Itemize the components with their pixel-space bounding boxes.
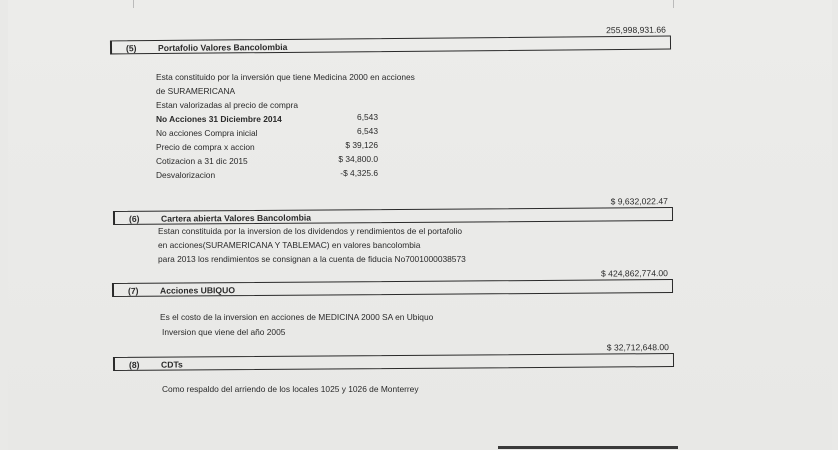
table-row-value: $ 34,800.0 xyxy=(338,154,378,164)
table-row-value: $ 39,126 xyxy=(345,140,378,150)
section-number: (8) xyxy=(128,359,140,370)
description-line: Es el costo de la inversion en acciones de MEDICINA 2000 SA en Ubiquo xyxy=(160,312,434,322)
section-amount: 255,998,931.66 xyxy=(606,24,666,36)
section-number: (5) xyxy=(125,43,137,54)
table-row-label: No Acciones 31 Diciembre 2014 xyxy=(156,114,282,124)
section-8-header xyxy=(113,342,674,371)
table-row-value: 6,543 xyxy=(357,112,378,122)
section-number: (7) xyxy=(127,285,139,296)
section-amount: $ 32,712,648.00 xyxy=(606,342,669,353)
description-line: Estan valorizadas al precio de compra xyxy=(156,100,298,110)
section-amount: $ 424,862,774.00 xyxy=(600,268,668,279)
description-line: Inversion que viene del año 2005 xyxy=(162,327,286,337)
description-line: Esta constituido por la inversión que tiene Medicina 2000 en acciones xyxy=(156,72,415,82)
description-line: de SURAMERICANA xyxy=(156,86,236,96)
scan-mark xyxy=(673,0,674,8)
section-6-header xyxy=(113,196,673,225)
table-row-value: 6,543 xyxy=(357,126,378,136)
scan-mark xyxy=(133,0,134,8)
description-line: en acciones(SURAMERICANA Y TABLEMAC) en valores bancolombia xyxy=(158,240,421,250)
document-page xyxy=(8,0,832,450)
section-number: (6) xyxy=(128,213,140,224)
section-5-header xyxy=(110,24,671,55)
table-row-label: Cotizacion a 31 dic 2015 xyxy=(156,156,248,166)
table-row-label: Desvalorizacion xyxy=(156,170,216,180)
description-line: para 2013 los rendimientos se consignan a la cuenta de fiducia No7001000038573 xyxy=(158,254,466,264)
table-row-label: Precio de compra x accion xyxy=(156,142,255,152)
section-title: Portafolio Valores Bancolombia xyxy=(157,41,288,54)
section-7-header xyxy=(112,268,673,297)
section-amount: $ 9,632,022.47 xyxy=(610,196,668,207)
section-title: Cartera abierta Valores Bancolombia xyxy=(160,212,312,224)
description-line: Estan constituida por la inversion de los dividendos y rendimientos de el portafolio xyxy=(158,226,463,236)
section-title: CDTs xyxy=(160,359,183,370)
divider xyxy=(498,446,678,449)
section-title: Acciones UBIQUO xyxy=(159,285,236,296)
description-line: Como respaldo del arriendo de los locales 1025 y 1026 de Monterrey xyxy=(162,384,419,394)
table-row-value: -$ 4,325.6 xyxy=(340,168,378,178)
table-row-label: No acciones Compra inicial xyxy=(156,128,258,138)
